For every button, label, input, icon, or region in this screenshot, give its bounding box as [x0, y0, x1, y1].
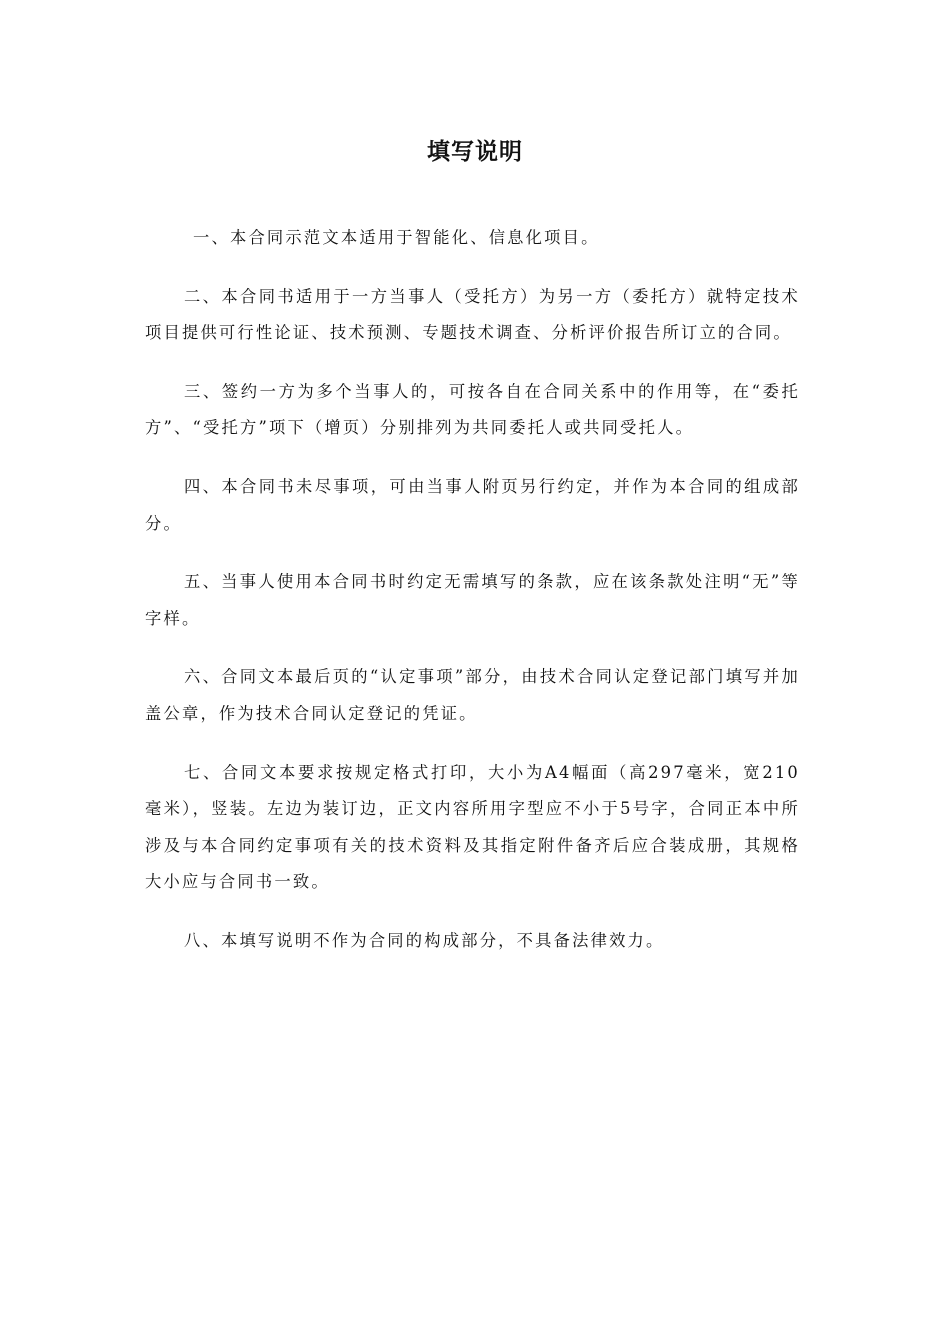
document-title: 填写说明 [427, 139, 523, 165]
instruction-list [145, 220, 800, 982]
instruction-item-2: 二、本合同书适用于一方当事人（受托方）为另一方（委托方）就特定技术项目提供可行性论证、技术预测、专题技术调查、分析评价报告所订立的合同。 [145, 286, 800, 343]
instruction-item-4: 四、本合同书未尽事项，可由当事人附页另行约定，并作为本合同的组成部分。 [145, 476, 800, 533]
instruction-item-3: 三、签约一方为多个当事人的，可按各自在合同关系中的作用等，在“委托方”、“受托方”项下（增页）分别排列为共同委托人或共同受托人。 [145, 381, 800, 438]
instruction-item-8: 八、本填写说明不作为合同的构成部分，不具备法律效力。 [184, 930, 665, 950]
instruction-item-7: 七、合同文本要求按规定格式打印，大小为A4幅面（高297毫米，宽210毫米），竖装。左边为装订边，正文内容所用字型应不小于5号字，合同正本中所涉及与本合同约定事项有关的技术资料及其指定附件备齐后应合装成册，其规格大小应与合同书一致。 [145, 762, 800, 892]
instruction-item-5: 五、当事人使用本合同书时约定无需填写的条款，应在该条款处注明“无”等字样。 [145, 572, 800, 628]
instruction-item-6: 六、合同文本最后页的“认定事项”部分，由技术合同认定登记部门填写并加盖公章，作为技术合同认定登记的凭证。 [145, 667, 800, 723]
instruction-item-1: 一、本合同示范文本适用于智能化、信息化项目。 [193, 228, 600, 247]
